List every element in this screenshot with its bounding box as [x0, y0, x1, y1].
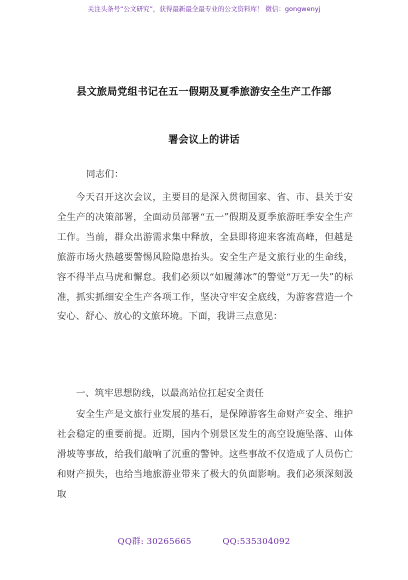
header-banner: 关注头条号“公文研究”，获得最新最全最专业的公文资料库！ 微信：gongwenyj — [87, 5, 321, 13]
footer — [0, 535, 408, 547]
salutation: 同志们： — [86, 169, 124, 180]
footer-qq-contact: QQ:535304092 — [222, 537, 291, 547]
paragraph-intro: 今天召开这次会议，主要目的是深入贯彻国家、省、市、县关于安全生产的决策部署，全面动员部署“五一”假期及夏季旅游旺季安全生产工作。当前，群众出游需求集中释放，全县即将迎来客流高峰，但越是旅游市场火热越要警惕风险隐患抬头。安全生产是文旅行业的生命线，容不得半点马虎和懈怠。我们必须以“如履薄冰”的警觉“万无一失”的标准，抓实抓细安全生产各项工作，坚决守牢安全底线，为游客营造一个安心、舒心、放心的文旅环境。下面，我讲三点意见： — [57, 192, 353, 323]
footer-qq-group: QQ群: 30265665 — [117, 537, 192, 547]
paragraph-section1: 安全生产是文旅行业发展的基石，是保障游客生命财产安全、维护社会稳定的重要前提。近期，国内个别景区发生的高空设施坠落、山体滑坡等事故，给我们敲响了沉重的警钟。这些事故不仅造成了人员伤亡和财产损失，也给当地旅游业带来了极大的负面影响。我们必须深刻汲取 — [57, 409, 353, 500]
section-heading-1: 一、筑牢思想防线，以最高站位扛起安全责任 — [76, 388, 264, 399]
document-title-line1: 县文旅局党组书记在五一假期及夏季旅游安全生产工作部 — [76, 87, 332, 98]
document-title-line2: 署会议上的讲话 — [168, 135, 240, 146]
